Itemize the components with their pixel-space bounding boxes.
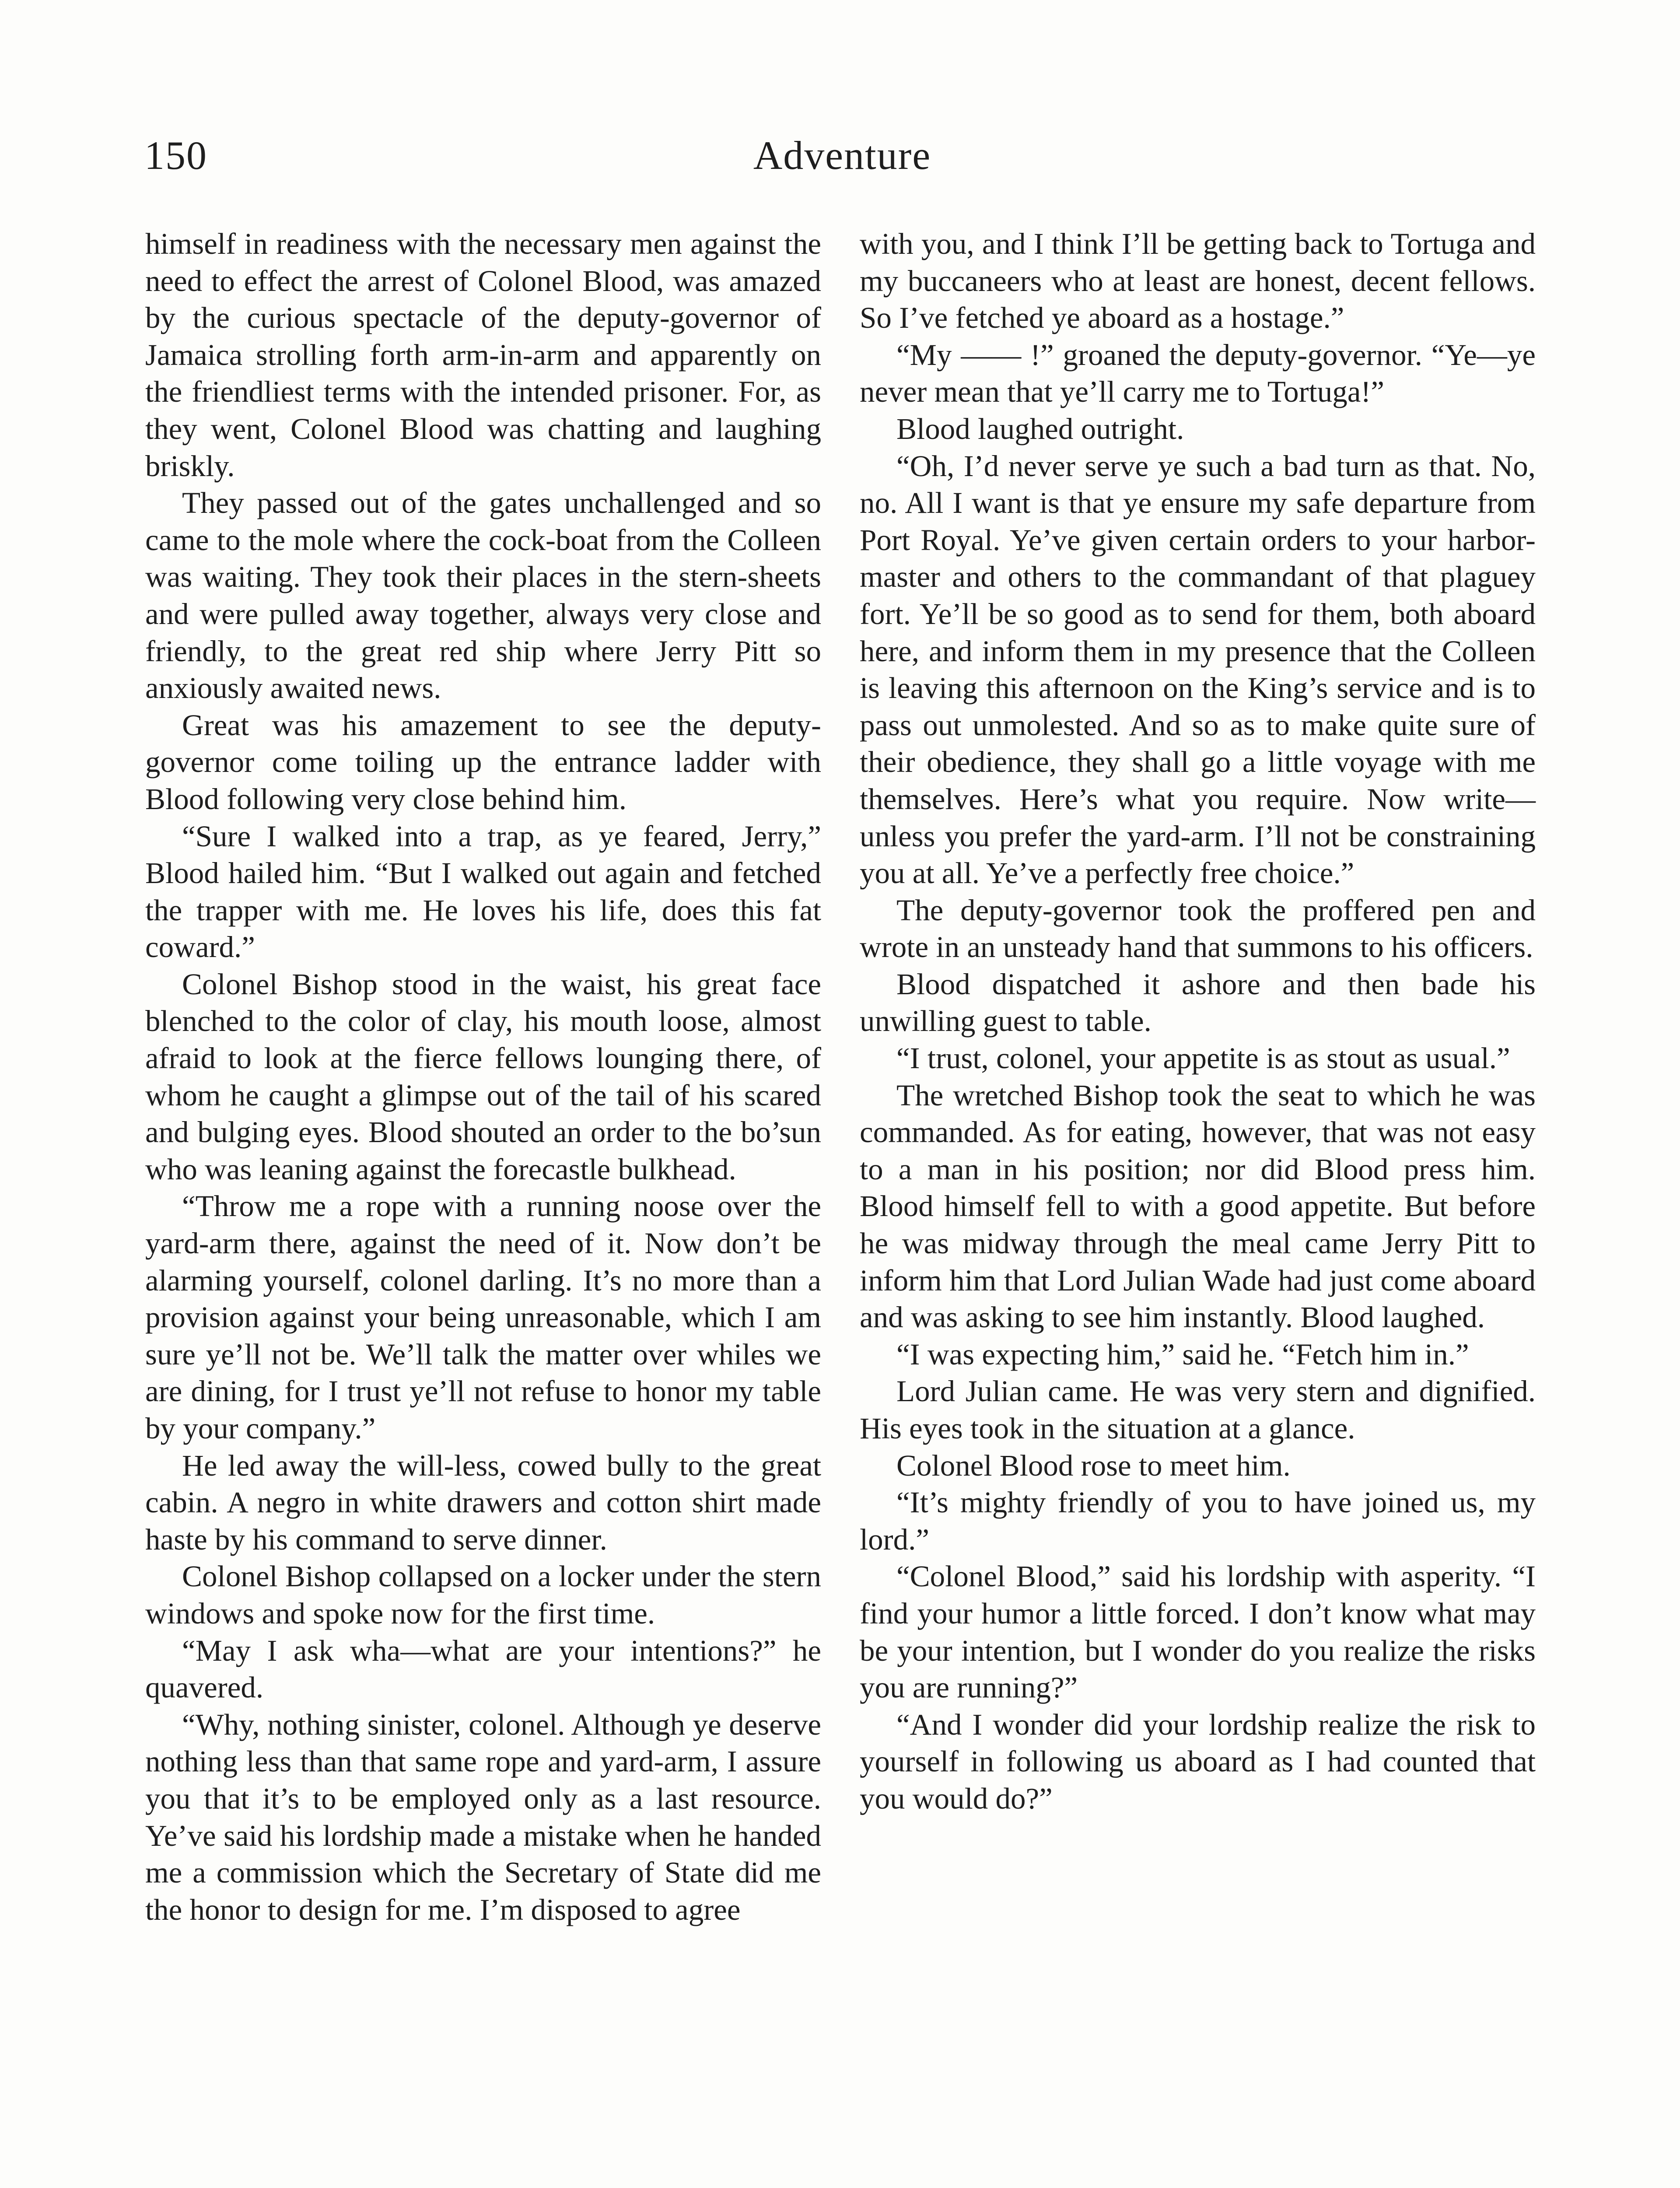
paragraph: The wretched Bishop took the seat to which he was commanded. As for eating, however, that was not easy to a man in his position; nor did Blood press him. Blood himself fell to with a good appetite. But before he was midway through the meal came Jerry Pitt to inform him that Lord Julian Wade had just come aboard and was asking to see him instantly. Blood laughed. — [860, 1078, 1536, 1334]
paragraph: Blood dispatched it ashore and then bade his unwilling guest to table. — [860, 967, 1536, 1038]
paragraph: with you, and I think I’ll be getting back to Tortuga and my buccaneers who at least are honest, decent fellows. So I’ve fetched ye aboard as a hostage.” — [860, 227, 1536, 335]
paragraph: The deputy-governor took the proffered pen and wrote in an unsteady hand that summons to his officers. — [860, 893, 1536, 964]
paragraph: “Oh, I’d never serve ye such a bad turn as that. No, no. All I want is that ye ensure my safe departure from Port Royal. Ye’ve given certain orders to your harbor-master and others to the commandant of that plaguey fort. Ye’ll be so good as to send for them, both aboard here, and inform them in my presence that the Colleen is leaving this afternoon on the King’s service and is to pass out unmolested. And so as to make quite sure of their obedience, they shall go a little voyage with me themselves. Here’s what you require. Now write—unless you prefer the yard-arm. I’ll not be constraining you at all. Ye’ve a perfectly free choice.” — [860, 449, 1536, 890]
text-column-left — [145, 225, 821, 1928]
paragraph: He led away the will-less, cowed bully to the great cabin. A negro in white drawers and cotton shirt made haste by his command to serve dinner. — [145, 1448, 821, 1556]
paragraph: They passed out of the gates unchallenged and so came to the mole where the cock-boat from the Colleen was waiting. They took their places in the stern-sheets and were pulled away together, always very close and friendly, to the great red ship where Jerry Pitt so anxiously awaited news. — [145, 486, 821, 705]
magazine-title: Adventure — [753, 133, 931, 178]
paragraph: Colonel Bishop stood in the waist, his great face blenched to the color of clay, his mouth loose, almost afraid to look at the fierce fellows lounging there, of whom he caught a glimpse out of the tail of his scared and bulging eyes. Blood shouted an order to the bo’sun who was leaning against the forecastle bulkhead. — [145, 967, 821, 1186]
text-column-right — [860, 225, 1536, 1817]
paragraph: “And I wonder did your lordship realize the risk to yourself in following us aboard as I had counted that you would do?” — [860, 1708, 1536, 1815]
paragraph: Colonel Bishop collapsed on a locker under the stern windows and spoke now for the first time. — [145, 1560, 821, 1630]
paragraph: “My —— !” groaned the deputy-governor. “Ye—ye never mean that ye’ll carry me to Tortuga!” — [860, 338, 1536, 409]
paragraph: “Why, nothing sinister, colonel. Although ye deserve nothing less than that same rope and yard-arm, I assure you that it’s to be employed only as a last resource. Ye’ve said his lordship made a mistake when he handed me a commission which the Secretary of State did me the honor to design for me. I’m disposed to agree — [145, 1708, 821, 1926]
paragraph: “May I ask wha—what are your intentions?” he quavered. — [145, 1634, 821, 1704]
paragraph: Lord Julian came. He was very stern and dignified. His eyes took in the situation at a glance. — [860, 1375, 1536, 1445]
running-head — [144, 127, 1540, 184]
paragraph: “I was expecting him,” said he. “Fetch him in.” — [896, 1337, 1469, 1371]
paragraph: “Throw me a rope with a running noose over the yard-arm there, against the need of it. Now don’t be alarming yourself, colonel darling. It’s no more than a provision against your being unreasonable, which I am sure ye’ll not be. We’ll talk the matter over whiles we are dining, for I trust ye’ll not refuse to honor my table by your company.” — [145, 1189, 821, 1445]
page-number: 150 — [144, 133, 207, 178]
paragraph: Great was his amazement to see the deputy-governor come toiling up the entrance ladder with Blood following very close behind him. — [145, 708, 821, 816]
paragraph: Colonel Blood rose to meet him. — [896, 1448, 1291, 1482]
paragraph: himself in readiness with the necessary men against the need to effect the arrest of Colonel Blood, was amazed by the curious spectacle of the deputy-governor of Jamaica strolling forth arm-in-arm and apparently on the friendliest terms with the intended prisoner. For, as they went, Colonel Blood was chatting and laughing briskly. — [145, 227, 821, 483]
paragraph: Blood laughed outright. — [896, 412, 1184, 445]
paragraph: “Sure I walked into a trap, as ye feared, Jerry,” Blood hailed him. “But I walked out again and fetched the trapper with me. He loves his life, does this fat coward.” — [145, 819, 821, 964]
paragraph: “I trust, colonel, your appetite is as stout as usual.” — [896, 1041, 1510, 1075]
paragraph: “It’s mighty friendly of you to have joined us, my lord.” — [860, 1486, 1536, 1556]
paragraph: “Colonel Blood,” said his lordship with asperity. “I find your humor a little forced. I don’t know what may be your intention, but I wonder do you realize the risks you are running?” — [860, 1560, 1536, 1704]
